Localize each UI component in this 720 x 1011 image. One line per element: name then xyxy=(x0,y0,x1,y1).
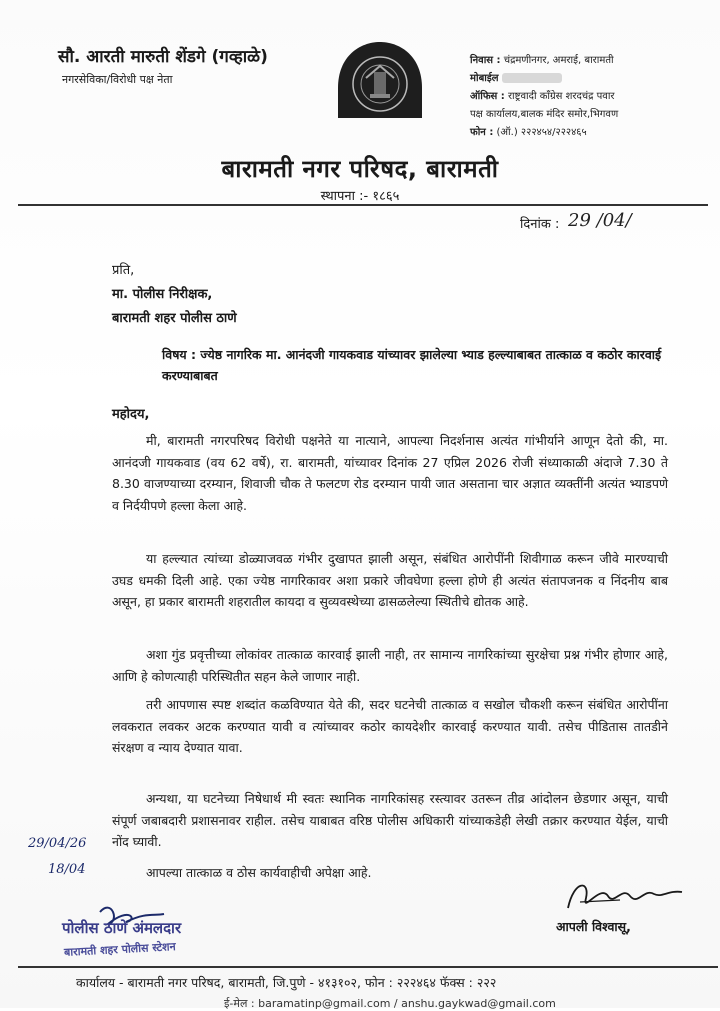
closing-line: आपली विश्वासू, xyxy=(556,919,631,934)
footer-email: ई-मेल : baramatinp@gmail.com / anshu.gaykwad@gmail.com xyxy=(224,997,556,1010)
footer-divider xyxy=(18,966,718,968)
body-paragraph-1: मी, बारामती नगरपरिषद विरोधी पक्षनेते या नात्याने, आपल्या निदर्शनास अत्यंत गांभीर्याने आणून देतो की, मा. आनंदजी गायकवाड (वय 62 वर्षे), रा. बारामती, यांच्यावर दिनांक 27 एप्रिल 2026 रोजी संध्याकाळी अंदाजे 7.30 ते 8.30 वाजण्याच्या दरम्यान, शिवाजी चौक ते फलटण रोड दरम्यान पायी जात असताना चार अज्ञात व्यक्तींनी अत्यंत भ्याडपणे व निर्दयीपणे हल्ला केला आहे. xyxy=(112,433,668,513)
office-label: ऑफिस : xyxy=(470,91,505,102)
council-title: बारामती नगर परिषद, बारामती xyxy=(221,155,499,183)
phone-label: फोन : xyxy=(470,127,494,138)
date-label: दिनांक : xyxy=(520,217,560,232)
salutation: महोदय, xyxy=(112,407,150,422)
body-paragraph-5: अन्यथा, या घटनेच्या निषेधार्थ मी स्वतः स्थानिक नागरिकांसह रस्त्यावर उतरून तीव्र आंदोलन छेडणार असून, याची संपूर्ण जबाबदारी प्रशासनावर राहील. तसेच याबाबत वरिष्ठ पोलीस अधिकारी यांच्याकडेही लेखी तक्रार करण्यात येईल, याची नोंद घ्यावी. xyxy=(112,791,668,849)
recipient-line-2: मा. पोलीस निरीक्षक, xyxy=(112,287,213,302)
footer-address: कार्यालय - बारामती नगर परिषद, बारामती, जि.पुणे - ४१३१०२, फोन : २२२४६४ फॅक्स : २२२ xyxy=(76,975,497,990)
established-line: स्थापना :- १८६५ xyxy=(320,189,400,204)
residence-line xyxy=(470,52,614,66)
mobile-line xyxy=(470,70,562,84)
recipient-line-1: प्रति, xyxy=(112,263,135,278)
body-paragraph-2: या हल्ल्यात त्यांच्या डोळ्याजवळ गंभीर दुखापत झाली असून, संबंधित आरोपींनी शिवीगाळ करून जीवे मारण्याची उघड धमकी दिली आहे. एका ज्येष्ठ नागरिकावर अशा प्रकारे जीवघेणा हल्ला होणे ही अत्यंत संतापजनक व निंदनीय बाब असून, हा प्रकार बारामती शहरातील कायदा व सुव्यवस्थेच्या ढासळलेल्या स्थितीचे द्योतक आहे. xyxy=(112,551,668,609)
office-line xyxy=(470,88,615,102)
police-stamp-line-2: बारामती शहर पोलीस स्टेशन xyxy=(63,940,176,959)
residence-value: चंद्रमणीनगर, अमराई, बारामती xyxy=(503,55,614,66)
handwritten-note-2: 18/04 xyxy=(48,862,86,877)
phone-value: (ऑ.) २२२४५४/२२२४६५ xyxy=(496,127,587,138)
sender-role: नगरसेविका/विरोधी पक्ष नेता xyxy=(62,73,173,86)
handwritten-note-1: 29/04/26 xyxy=(28,836,87,851)
office-value: राष्ट्रवादी काँग्रेस शरदचंद्र पवार xyxy=(507,91,615,102)
header-divider xyxy=(18,204,708,206)
body-paragraph-3: अशा गुंड प्रवृत्तीच्या लोकांवर तात्काळ कारवाई झाली नाही, तर सामान्य नागरिकांच्या सुरक्षेचा प्रश्न गंभीर होणार आहे, आणि हे कोणत्याही परिस्थितीत सहन केले जाणार नाही. xyxy=(112,647,668,684)
police-stamp-line-1: पोलीस ठाणे अंमलदार xyxy=(62,919,182,937)
date-value: 29 /04/ xyxy=(568,210,632,231)
recipient-line-3: बारामती शहर पोलीस ठाणे xyxy=(112,311,237,326)
sender-name: सौ. आरती मारुती शेंडगे (गव्हाळे) xyxy=(58,47,268,67)
body-paragraph-4: तरी आपणास स्पष्ट शब्दांत कळविण्यात येते की, सदर घटनेची तात्काळ व सखोल चौकशी करून संबंधित आरोपींना लवकरात लवकर अटक करण्यात यावी व त्यांच्यावर कठोर कायदेशीर कारवाई करण्यात यावी. तसेच पीडितास तातडीने संरक्षण व न्याय देण्यात यावा. xyxy=(112,697,668,755)
residence-label: निवास : xyxy=(470,55,501,66)
signature-icon xyxy=(560,874,690,920)
body-paragraph-6: आपल्या तात्काळ व ठोस कार्यवाहीची अपेक्षा आहे. xyxy=(146,865,372,880)
council-seal-icon xyxy=(330,38,430,124)
mobile-label: मोबाईल xyxy=(470,73,499,84)
mobile-redacted xyxy=(502,73,562,83)
phone-line xyxy=(470,124,587,138)
subject-line: विषय : ज्येष्ठ नागरिक मा. आनंदजी गायकवाड यांच्यावर झालेल्या भ्याड हल्ल्याबाबत तात्काळ व कठोर कारवाई करण्याबाबत xyxy=(162,347,662,383)
office-line-2: पक्ष कार्यालय,बालक मंदिर समोर,भिगवण xyxy=(470,109,619,120)
